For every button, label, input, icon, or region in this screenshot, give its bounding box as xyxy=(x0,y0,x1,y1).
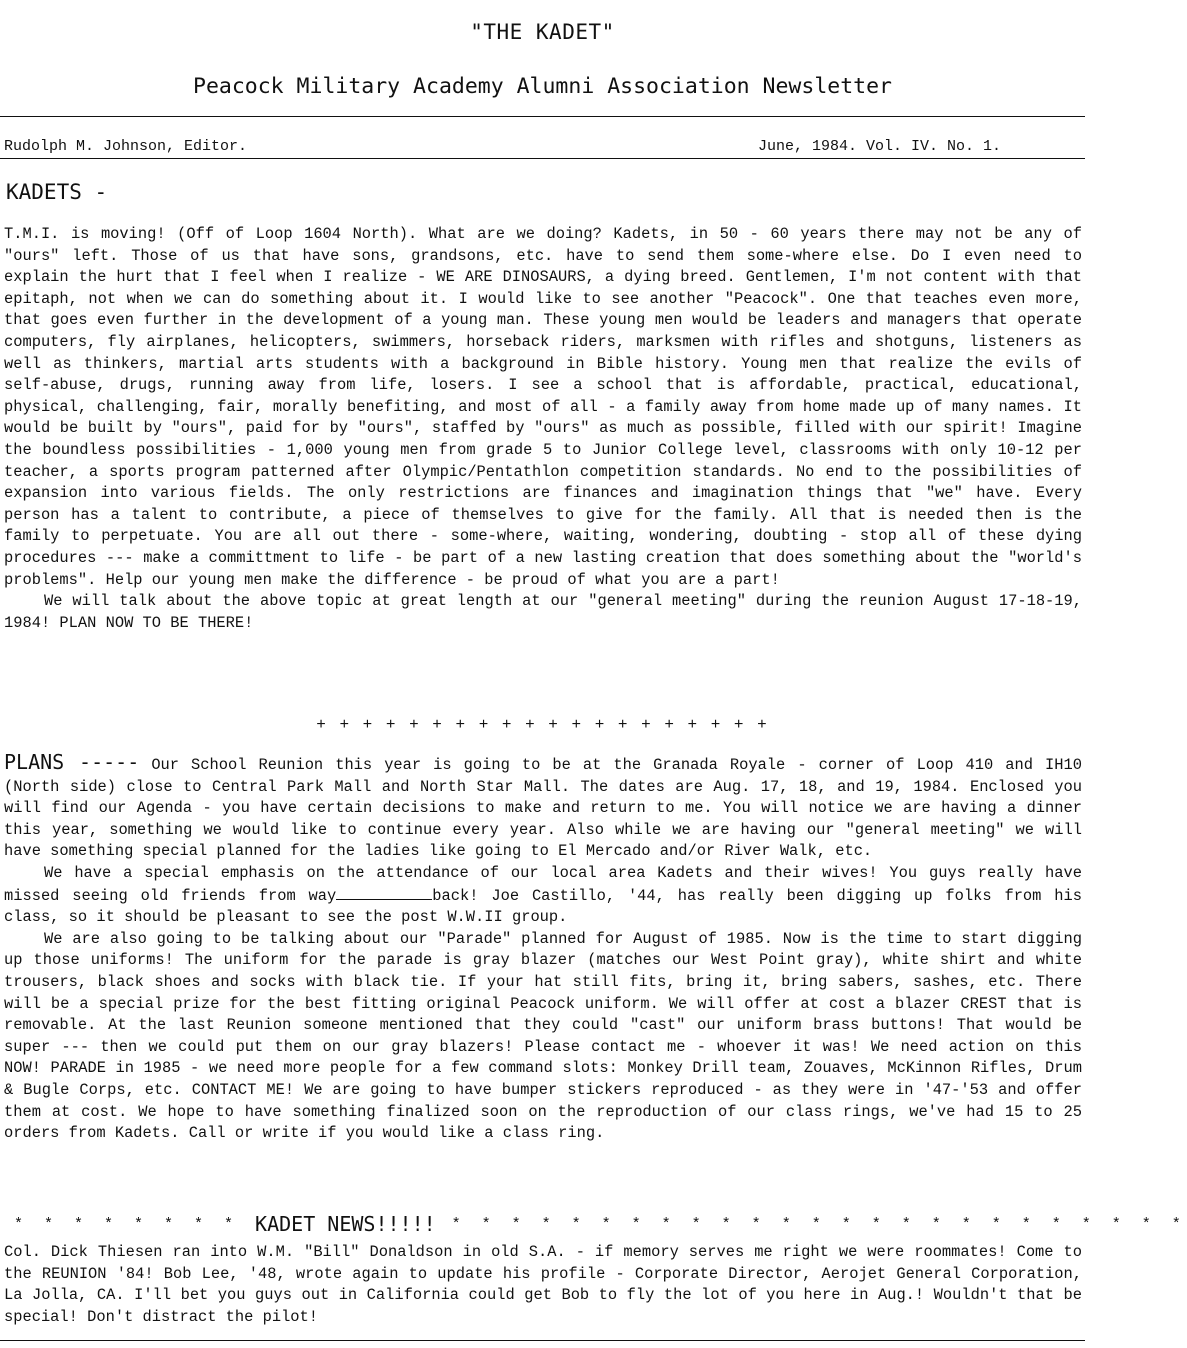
section-separator: + + + + + + + + + + + + + + + + + + + + xyxy=(316,716,769,734)
kadet-news-paragraph xyxy=(4,1242,1082,1328)
editor-name: Rudolph M. Johnson, Editor. xyxy=(4,138,248,155)
fill-in-blank xyxy=(336,885,432,900)
plans-body-3: We are also going to be talking about our "Parade" planned for August of 1985. Now is the time to start digging up those uniforms! The uniform for the parade is gray blazer (matches our West Point gray), white shirt and white trousers, black shoes and socks with black tie. If your hat still fits, bring it, bring sabers, sashes, etc. There will be a special prize for the best fitting original Peacock uniform. We will offer at cost a blazer CREST that is removable. At the last Reunion someone mentioned that they could "cast" our uniform brass buttons! That would be super --- then we could put them on our gray blazers! Please contact me - whoever it was! We need action on this NOW! PARADE in 1985 - we need more people for a few command slots: Monkey Drill team, Zouaves, McKinnon Rifles, Drum & Bugle Corps, etc. CONTACT ME! We are going to have bumper stickers reproduced - as they were in '47-'53 and offer them at cost. We hope to have something finalized soon on the reproduction of our class rings, we've had 15 to 25 orders from Kadets. Call or write if you would like a class ring. xyxy=(4,929,1082,1143)
newsletter-subtitle: Peacock Military Academy Alumni Association Newsletter xyxy=(193,74,892,99)
header-rule-bottom xyxy=(0,158,1085,159)
plans-heading: PLANS ----- xyxy=(4,750,140,774)
kadet-news-header xyxy=(14,1212,1187,1236)
kadets-heading: KADETS - xyxy=(6,180,108,204)
editor-line xyxy=(4,138,1081,155)
plans-body-2a: We have a special emphasis on the attendance of our local area Kadets and their wives! You guys really have missed seeing old friends from way xyxy=(4,863,1082,905)
header-rule-top xyxy=(0,116,1085,117)
plans-body-2b: back! Joe Castillo, '44, has really been digging up folks from his class, so it should be pleasant to see the post W.W.II group. xyxy=(4,886,1082,927)
kadets-closing: We will talk about the above topic at great length at our "general meeting" during the reunion August 17-18-19, 1984! PLAN NOW TO BE THERE! xyxy=(4,592,1082,632)
plans-paragraph-1 xyxy=(4,752,1082,1145)
stars-left: * * * * * * * * xyxy=(14,1215,240,1233)
plans-body-1: Our School Reunion this year is going to be at the Granada Royale - corner of Loop 410 and IH10 (North side) close to Central Park Mall and North Star Mall. The dates are Aug. 17, 18, and 19, 1984. Enclosed you will find our Agenda - you have certain decisions to make and return to me. You will notice we are having a dinner this year, something we would like to continue every year. Also while we are having our "general meeting" we will have something special planned for the ladies like going to El Mercado and/or River Walk, etc. xyxy=(4,756,1082,861)
kadet-news-heading: KADET NEWS!!!!! xyxy=(255,1212,436,1236)
kadet-news-body: Col. Dick Thiesen ran into W.M. "Bill" Donaldson in old S.A. - if memory serves me right we were roommates! Come to the REUNION '84! Bob Lee, '48, wrote again to update his profile - Corporate Director, Aerojet General Corporation, La Jolla, CA. I'll bet you guys out in California could get Bob to fly the lot of you here in Aug.! Wouldn't that be special! Don't distract the pilot! xyxy=(4,1243,1082,1326)
newsletter-title: "THE KADET" xyxy=(470,20,615,44)
kadets-body: T.M.I. is moving! (Off of Loop 1604 North). What are we doing? Kadets, in 50 - 60 years there may not be any of "ours" left. Those of us that have sons, grandsons, etc. have to send them some-where else. Do I even need to explain the hurt that I feel when I realize - WE ARE DINOSAURS, a dying breed. Gentlemen, I'm not content with that epitaph, not when we can do something about it. I would like to see another "Peacock". One that teaches even more, that goes even further in the development of a young man. These young men would be leaders and managers that operate computers, fly airplanes, helicopters, swimmers, horseback riders, marksmen with rifles and shotguns, listeners as well as thinkers, martial arts students with a background in Bible history. Young men that realize the evils of self-abuse, drugs, running away from life, losers. I see a school that is affordable, practical, educational, physical, challenging, fair, morally benefiting, and most of all - a family away from home made up of many names. It would be built by "ours", paid for by "ours", staffed by "ours" as much as possible, filled with our spirit! Imagine the boundless possibilities - 1,000 young men from grade 5 to Junior College level, classrooms with only 10-12 per teacher, a sports program patterned after Olympic/Pentathlon competition standards. No end to the possibilities of expansion into various fields. The only restrictions are finances and imagination things that "we" have. Every person has a talent to contribute, a piece of themselves to give for the family. All that is needed then is the family to perpetuate. You are all out there - some-where, waiting, wondering, doubting - stop all of these dying procedures --- make a committment to life - be part of a new lasting creation that does something about the "world's problems". Help our young men make the difference - be proud of what you are a part! xyxy=(4,225,1082,589)
stars-right: * * * * * * * * * * * * * * * * * * * * * * * * * xyxy=(451,1215,1187,1233)
kadets-paragraph xyxy=(4,224,1082,634)
issue-info: June, 1984. Vol. IV. No. 1. xyxy=(757,138,1001,155)
footer-rule xyxy=(0,1340,1085,1341)
